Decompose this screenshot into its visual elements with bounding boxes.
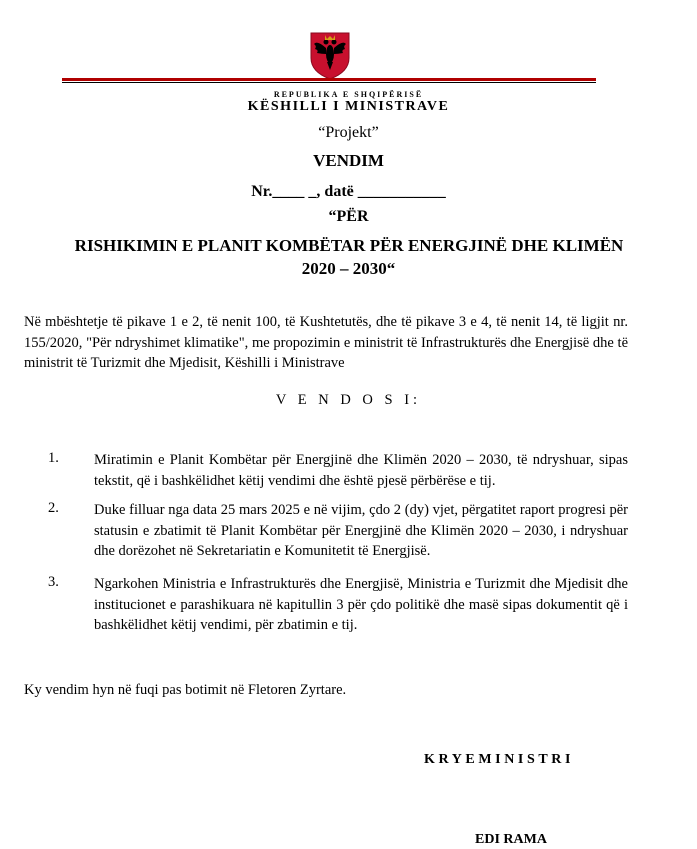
signature-title: KRYEMINISTRI	[424, 752, 575, 767]
header-rule-red	[62, 78, 596, 81]
header-rule-black	[62, 82, 596, 83]
preamble: Në mbështetje të pikave 1 e 2, të nenit 100, të Kushtetutës, dhe të pikave 3 e 4, të nenit 14, të ligjit nr. 155/2020, "Për ndryshimet klimatike", me propozimin e ministrit të Infrastrukturës dhe Energjisë dhe të ministrit të Turizmit dhe Mjedisit, Këshilli i Ministrave	[24, 314, 628, 371]
vendosi-heading: V E N D O S I:	[275, 392, 422, 408]
item-number: 1.	[48, 450, 59, 466]
decision-number-line: Nr.____ _, datë ___________	[251, 183, 446, 200]
item-number: 3.	[48, 574, 59, 590]
decision-title-line2: 2020 – 2030“	[301, 259, 396, 278]
decision-title-line1: RISHIKIMIN E PLANIT KOMBËTAR PËR ENERGJINË DHE KLIMËN	[74, 236, 624, 255]
closing-statement: Ky vendim hyn në fuqi pas botimit në Fletoren Zyrtare.	[24, 682, 347, 698]
item-number: 2.	[48, 500, 59, 516]
list-item: Miratimin e Planit Kombëtar për Energjinë dhe Klimën 2020 – 2030, të ndryshuar, sipas tekstit, që i bashkëlidhet këtij vendimi dhe është pjesë përbërëse e tij.	[94, 452, 628, 489]
albanian-eagle-icon	[307, 30, 353, 80]
republic-name: REPUBLIKA E SHQIPËRISË	[273, 90, 424, 99]
decision-per: “PËR	[328, 208, 369, 225]
list-item: Ngarkohen Ministria e Infrastrukturës dhe Energjisë, Ministria e Turizmit dhe Mjedisit dhe institucionet e parashikuara në kapitullin 3 për çdo politikë dhe masë sipas dokumentit që i bashkëlidhet këtij vendimi, për zbatimin e tij.	[94, 576, 628, 633]
signature-name: EDI RAMA	[475, 832, 547, 847]
council-name: KËSHILLI I MINISTRAVE	[247, 99, 450, 114]
draft-label: “Projekt”	[318, 124, 379, 141]
list-item: Duke filluar nga data 25 mars 2025 e në vijim, çdo 2 (dy) vjet, përgatitet raport progresi për statusin e zbatimit të Planit Kombëtar për Energjinë dhe Klimën 2020 – 2030, i ndryshuar dhe dorëzohet në Sekretariatin e Komunitetit të Energjisë.	[94, 502, 628, 559]
decision-heading: VENDIM	[313, 151, 384, 170]
